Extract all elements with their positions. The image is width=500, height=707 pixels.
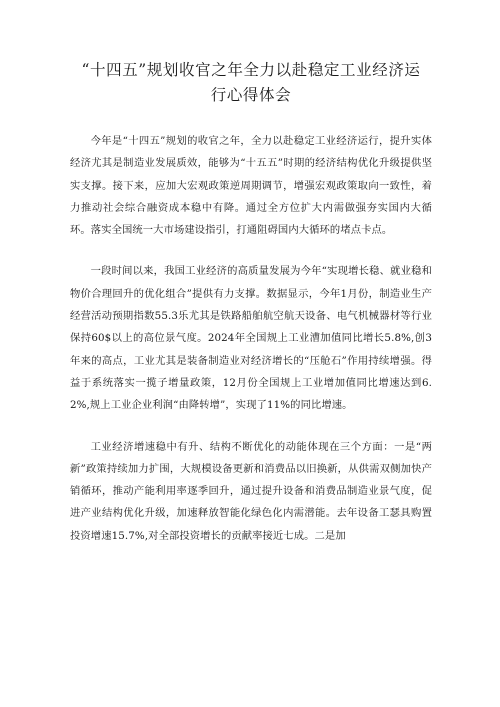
title-line-2: 行心得体会: [210, 86, 292, 104]
document-title: [70, 58, 432, 108]
title-line-1: “十四五”规划收官之年全力以赴稳定工业经济运: [81, 61, 421, 79]
paragraph-3: 工业经济增速稳中有升、结构不断优化的动能体现在三个方面：一是“两新”政策持续加力扩围，大规模设备更新和消费品以旧换新，从供需双侧加快产销循环，推动产能利用率逐季回升，通过提升设备和消费品制造业景气度，促进产业结构优化升级，加速释放智能化绿色化内需潜能。去年设备工瑟具购置投资增速15.7%,对全部投资增长的贡献率接近七成。二是加: [70, 440, 432, 542]
paragraph-1: 今年是“十四五”规划的收官之年，全力以赴稳定工业经济运行，提升实体经济尤其是制造业发展质效，能够为“十五五”时期的经济结构优化升级提供坚实支撑。接下来，应加大宏观政策逆周期调节，增强宏观政策取向一致性，着力推动社会综合融资成本稳中有降。通过全方位扩大内需做强夯实国内大循环。落实全国统一大市场建设指引，打通阻碍国内大循环的堵点卡点。: [70, 135, 432, 237]
paragraph-2: 一段时间以来，我国工业经济的高质量发展为今年“实现增长稳、就业稳和物价合理回升的优化组合”提供有力支撑。数据显示，今年1月份，制造业生产经营活动预期指数55.3乐尤其是铁路船舶航空航天设备、电气机械器材等行业保持60$以上的高位景气度。2024年全国规上工业漕加值同比增长5.8%,创3年来的高点，工业尤其是装备制造业对经济增长的“压舱石”作用持续增强。得益于系统落实一揽子增量政策，12月份全国规上工业增加值同比增速达到6.2%,规上工业企业利润“由降转增”，实现了11%的同比增速。: [70, 265, 432, 412]
